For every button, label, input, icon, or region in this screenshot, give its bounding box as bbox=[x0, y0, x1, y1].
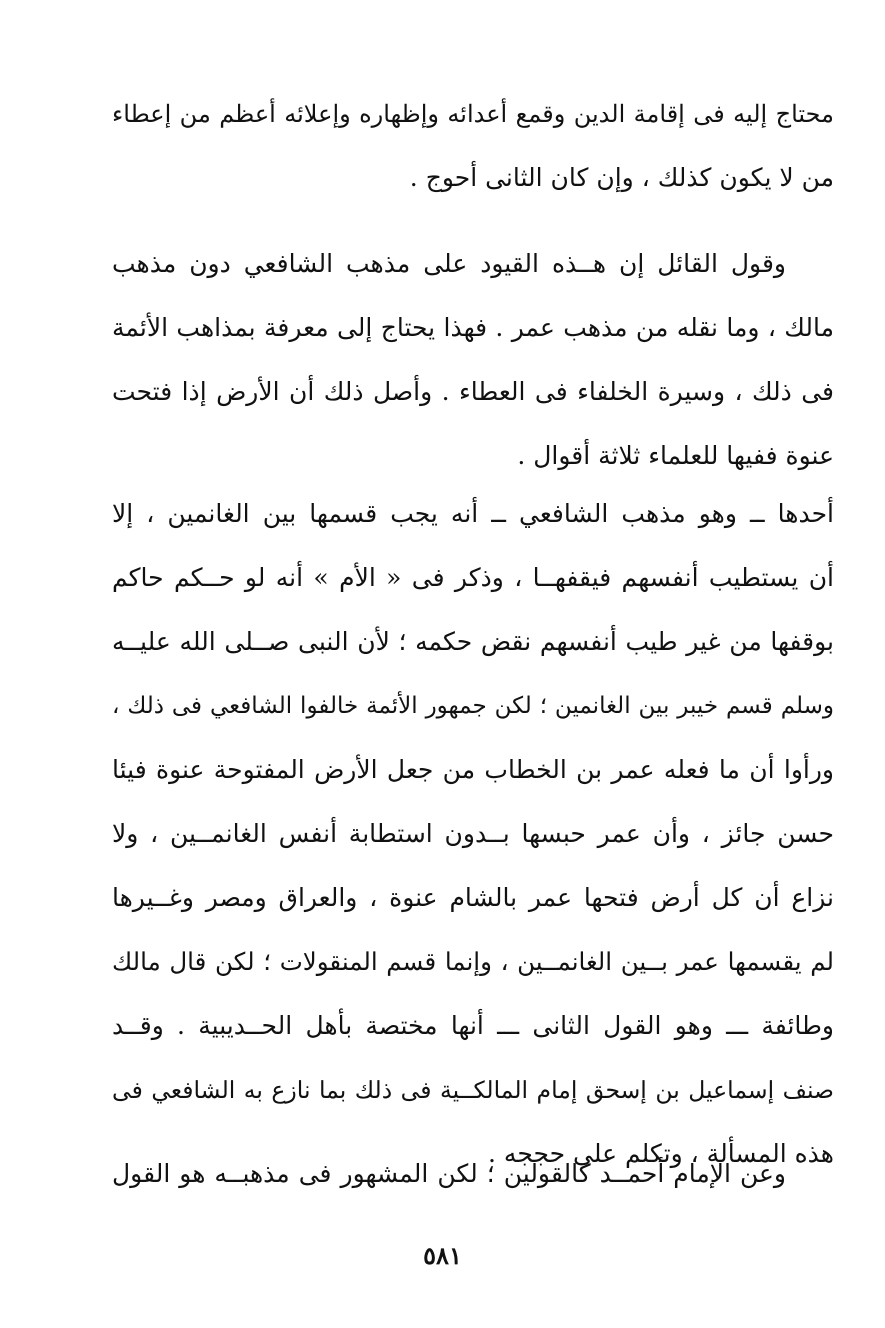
text-line: محتاج إليه فى إقامة الدين وقمع أعدائه وإظهاره وإعلائه أعظم من إعطاء bbox=[112, 100, 834, 128]
paragraph-3 bbox=[112, 482, 834, 1186]
text-line: نزاع أن كل أرض فتحها عمر بالشام عنوة ، والعراق ومصر وغــيرها bbox=[112, 883, 834, 912]
text-line: حسن جائز ، وأن عمر حبسها بــدون استطابة أنفس الغانمــين ، ولا bbox=[112, 819, 834, 848]
text-line: وعن الإمام أحمــد كالقولين ؛ لكن المشهور فى مذهبــه هو القول bbox=[112, 1159, 786, 1188]
text-line: صنف إسماعيل بن إسحق إمام المالكــية فى ذلك بما نازع به الشافعي فى bbox=[112, 1076, 834, 1104]
text-line: ورأوا أن ما فعله عمر بن الخطاب من جعل الأرض المفتوحة عنوة فيئا bbox=[112, 755, 834, 784]
text-line: بوقفها من غير طيب أنفسهم نقض حكمه ؛ لأن النبى صــلى الله عليــه bbox=[112, 627, 834, 656]
text-line: وسلم قسم خيبر بين الغانمين ؛ لكن جمهور الأئمة خالفوا الشافعي فى ذلك ، bbox=[112, 693, 834, 719]
text-line: عنوة ففيها للعلماء ثلاثة أقوال . bbox=[517, 441, 834, 470]
text-line: هذه المسألة ، وتكلم على حججه . bbox=[488, 1139, 834, 1168]
text-line: فى ذلك ، وسيرة الخلفاء فى العطاء . وأصل ذلك أن الأرض إذا فتحت bbox=[112, 377, 834, 406]
text-line: مالك ، وما نقله من مذهب عمر . فهذا يحتاج إلى معرفة بمذاهب الأئمة bbox=[112, 313, 834, 342]
text-line: أحدها ــ وهو مذهب الشافعي ــ أنه يجب قسمها بين الغانمين ، إلا bbox=[112, 499, 834, 528]
paragraph-1 bbox=[112, 82, 834, 210]
page-number: ٥٨١ bbox=[423, 1241, 462, 1270]
text-line: وطائفة ـــ وهو القول الثانى ـــ أنها مختصة بأهل الحــديبية . وقــد bbox=[112, 1011, 834, 1040]
paragraph-4 bbox=[112, 1142, 834, 1206]
paragraph-2 bbox=[112, 232, 834, 488]
text-line: لم يقسمها عمر بــين الغانمــين ، وإنما قسم المنقولات ؛ لكن قال مالك bbox=[112, 947, 834, 976]
text-line: وقول القائل إن هــذه القيود على مذهب الشافعي دون مذهب bbox=[112, 249, 786, 278]
text-line: أن يستطيب أنفسهم فيقفهــا ، وذكر فى « الأم » أنه لو حــكم حاكم bbox=[112, 563, 834, 592]
text-line: من لا يكون كذلك ، وإن كان الثانى أحوج . bbox=[409, 163, 834, 192]
